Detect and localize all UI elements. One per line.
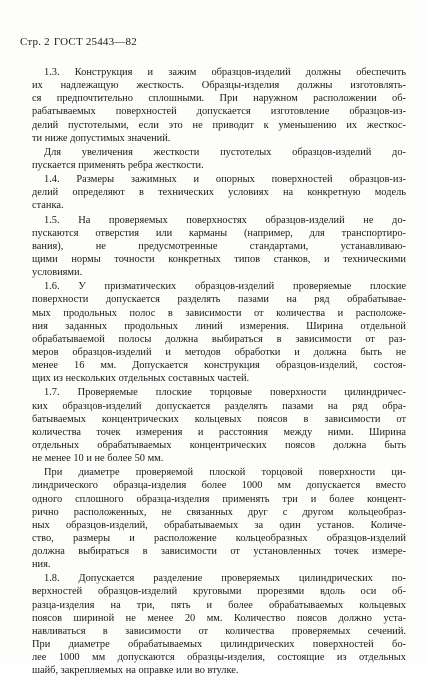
text-line: условиями. bbox=[32, 267, 83, 279]
text-line: ся предпочтительно сплошными. При наружном расположении об- bbox=[32, 93, 406, 105]
text-line: ти ниже допустимых значений. bbox=[32, 132, 171, 144]
text-line: станка. bbox=[32, 200, 64, 212]
paragraph bbox=[32, 66, 406, 145]
text-line: поясов шириной не менее 20 мм. Количество поясов должно уста- bbox=[32, 612, 406, 624]
text-line: должна выбираться в зависимости от установленных точек измере- bbox=[32, 546, 406, 558]
standard-code: ГОСТ 25443—82 bbox=[53, 36, 137, 48]
text-line: ных образцов-изделий, обрабатываемых за один установ. Количе- bbox=[32, 519, 406, 531]
paragraph bbox=[32, 146, 406, 172]
paragraph bbox=[32, 173, 406, 212]
text-line: батываемых концентрических кольцевых поясов в зависимости от bbox=[32, 413, 406, 425]
text-line: шайб, закрепляемых на оправке или во втулке. bbox=[32, 665, 239, 677]
text-line: Для увеличения жесткости пустотелых образцов-изделий до- bbox=[44, 146, 406, 158]
text-line: не менее 10 и не более 50 мм. bbox=[32, 453, 164, 465]
text-line: поверхности допускается разделять пазами на ряд обрабатывае- bbox=[32, 294, 406, 306]
paragraph bbox=[32, 466, 406, 571]
paragraph bbox=[32, 214, 406, 280]
text-line: линдрического образца-изделия более 1000 мм допускается вместо bbox=[32, 480, 406, 492]
text-line: ния. bbox=[32, 559, 51, 571]
text-line: лее 1000 мм допускаются образцы-изделия, состоящие из отдельных bbox=[32, 652, 406, 664]
paragraph bbox=[32, 280, 406, 385]
text-line: менее 16 мм. Допускается конструкция образцов-изделий, состоя- bbox=[32, 360, 406, 372]
text-line: 1.4. Размеры зажимных и опорных поверхностей образцов-из- bbox=[44, 174, 406, 186]
text-line: щими нормы точности конкретных типов станков, и техническими bbox=[32, 253, 406, 265]
text-line: ких образцов-изделий допускается разделять пазами на ряд обра- bbox=[32, 400, 406, 412]
text-line: их надлежащую жесткость. Образцы-изделия должны изготовлять- bbox=[32, 80, 406, 92]
text-line: 1.8. Допускается разделение проверяемых цилиндрических по- bbox=[44, 573, 406, 585]
page-label: Стр. 2 bbox=[20, 36, 50, 48]
page-header bbox=[20, 36, 137, 48]
text-line: делий пустотелыми, если это не приводит к уменьшению их жесткос- bbox=[32, 119, 406, 131]
text-line: вания), не предусмотренные стандартами, устанавливаю- bbox=[32, 240, 406, 252]
text-line: При диаметре обрабатываемых цилиндрических поверхностей бо- bbox=[32, 639, 406, 651]
text-line: отдельных обрабатываемых концентрических поясов должна быть bbox=[32, 439, 406, 451]
text-line: делий определяют в технических условиях на конкретную модель bbox=[32, 187, 406, 199]
text-line: обрабатываемой полосы должна выбираться в зависимости от раз- bbox=[32, 333, 406, 345]
text-line: При диаметре проверяемой плоской торцовой поверхности ци- bbox=[44, 467, 406, 479]
text-line: меров образцов-изделий и методов обработки и должна быть не bbox=[32, 346, 406, 358]
text-line: рично расположенных, не связанных друг с другом кольцеобраз- bbox=[32, 506, 406, 518]
paragraph bbox=[32, 572, 406, 677]
text-line: рабатываемых поверхностей допускается изготовление образцов-из- bbox=[32, 106, 406, 118]
text-line: навливаться в зависимости от количества проверяемых сечений. bbox=[32, 625, 406, 637]
text-line: пускаются отверстия или карманы (например, для транспортиро- bbox=[32, 227, 406, 239]
text-line: одного сплошного образца-изделия применять три и более концент- bbox=[32, 493, 406, 505]
text-line: 1.7. Проверяемые плоские торцовые поверхности цилиндричес- bbox=[44, 387, 406, 399]
document-body bbox=[32, 66, 406, 678]
text-line: мых продольных полос в зависимости от количества и расположе- bbox=[32, 307, 406, 319]
text-line: пускается применять ребра жесткости. bbox=[32, 159, 204, 171]
text-line: 1.5. На проверяемых поверхностях образцов-изделий не до- bbox=[44, 214, 406, 226]
text-line: ния заданных продольных линий измерения. Ширина отдельной bbox=[32, 320, 406, 332]
text-line: разца-изделия на три, пять и более обрабатываемых кольцевых bbox=[32, 599, 406, 611]
text-line: количества точек измерения и расстояния между ними. Ширина bbox=[32, 426, 406, 438]
text-line: щих из нескольких отдельных составных частей. bbox=[32, 373, 250, 385]
text-line: 1.3. Конструкция и зажим образцов-изделий должны обеспечить bbox=[44, 67, 406, 78]
text-line: 1.6. У призматических образцов-изделий проверяемые плоские bbox=[44, 281, 406, 293]
text-line: ство, размеры и расположение кольцеобразных образцов-изделий bbox=[32, 532, 406, 544]
paragraph bbox=[32, 386, 406, 465]
text-line: верхностей образцов-изделий круговыми прорезями вдоль оси об- bbox=[32, 586, 406, 598]
